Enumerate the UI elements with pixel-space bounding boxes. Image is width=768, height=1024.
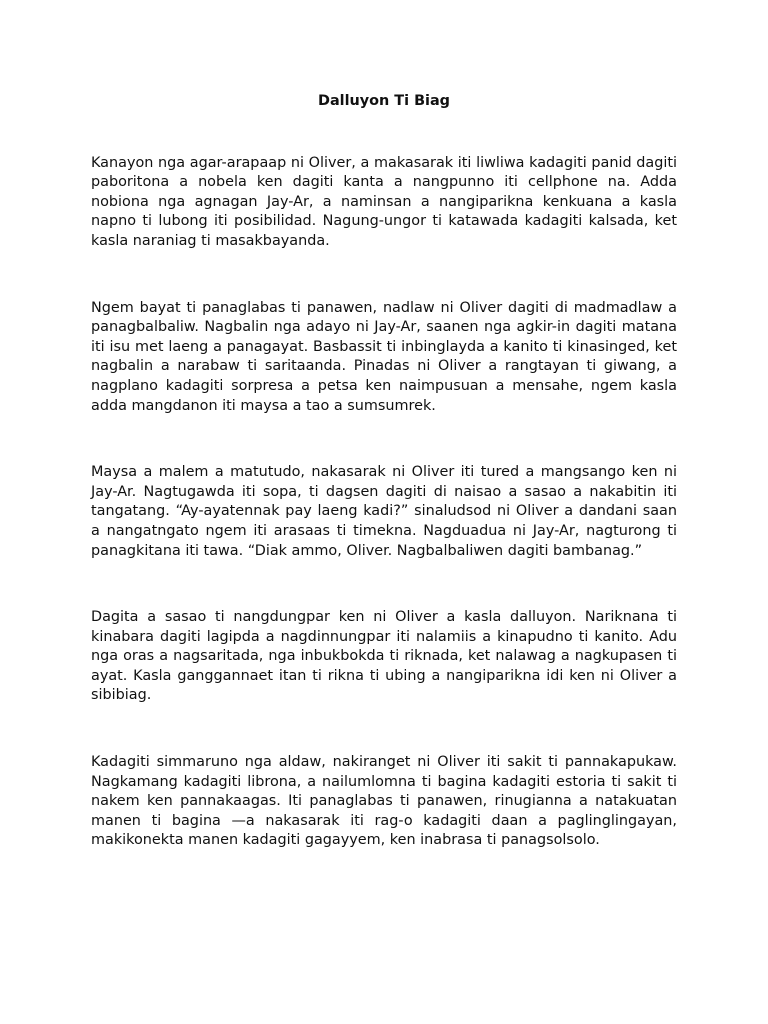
- paragraph-3: Maysa a malem a matutudo, nakasarak ni Oliver iti tured a mangsango ken ni Jay-Ar. Nagtugawda iti sopa, ti dagsen dagiti di naisao a sasao a nakabitin iti tangatang. “Ay-ayatennak pay laeng kadi?” sinaludsod ni Oliver a dandani saan a nangatngato ngem iti arasaas ti timekna. Nagduadua ni Jay-Ar, nagturong ti panagkitana iti tawa. “Diak ammo, Oliver. Nagbalbaliwen dagiti bambanag.”: [91, 464, 677, 559]
- paragraph-1: Kanayon nga agar-arapaap ni Oliver, a makasarak iti liwliwa kadagiti panid dagiti paboritona a nobela ken dagiti kanta a nangpunno iti cellphone na. Adda nobiona nga agnagan Jay-Ar, a naminsan a nangiparikna kenkuana a kasla napno ti lubong iti posibilidad. Nagung-ungor ti katawada kadagiti kalsada, ket kasla naraniag ti masakbayanda.: [91, 154, 677, 249]
- paragraph-2: Ngem bayat ti panaglabas ti panawen, nadlaw ni Oliver dagiti di madmadlaw a panagbalbaliw. Nagbalin nga adayo ni Jay-Ar, saanen nga agkir-in dagiti matana iti isu met laeng a panagayat. Basbassit ti inbinglayda a kanito ti kinasinged, ket nagbalin a narabaw ti saritaanda. Pinadas ni Oliver a rangtayan ti giwang, a nagplano kadagiti sorpresa a petsa ken naimpusuan a mensahe, ngem kasla adda mangdanon iti maysa a tao a sumsumrek.: [91, 299, 677, 414]
- paragraph-4: Dagita a sasao ti nangdungpar ken ni Oliver a kasla dalluyon. Nariknana ti kinabara dagiti lagipda a nagdinnungpar iti nalamiis a kinapudno ti kanito. Adu nga oras a nagsaritada, nga inbukbokda ti riknada, ket nalawag a nagkupasen ti ayat. Kasla ganggannaet itan ti rikna ti ubing a nangiparikna idi ken ni Oliver a sibibiag.: [91, 609, 677, 704]
- document-title: Dalluyon Ti Biag: [318, 93, 450, 109]
- paragraph-5: Kadagiti simmaruno nga aldaw, nakiranget ni Oliver iti sakit ti pannakapukaw. Nagkamang kadagiti librona, a nailumlomna ti bagina kadagiti estoria ti sakit ti nakem ken pannakaagas. Iti panaglabas ti panawen, rinugianna a natakuatan manen ti bagina —a nakasarak iti rag-o kadagiti daan a paglinglingayan, makikonekta manen kadagiti gagayyem, ken inabrasa ti panagsolsolo.: [91, 754, 677, 849]
